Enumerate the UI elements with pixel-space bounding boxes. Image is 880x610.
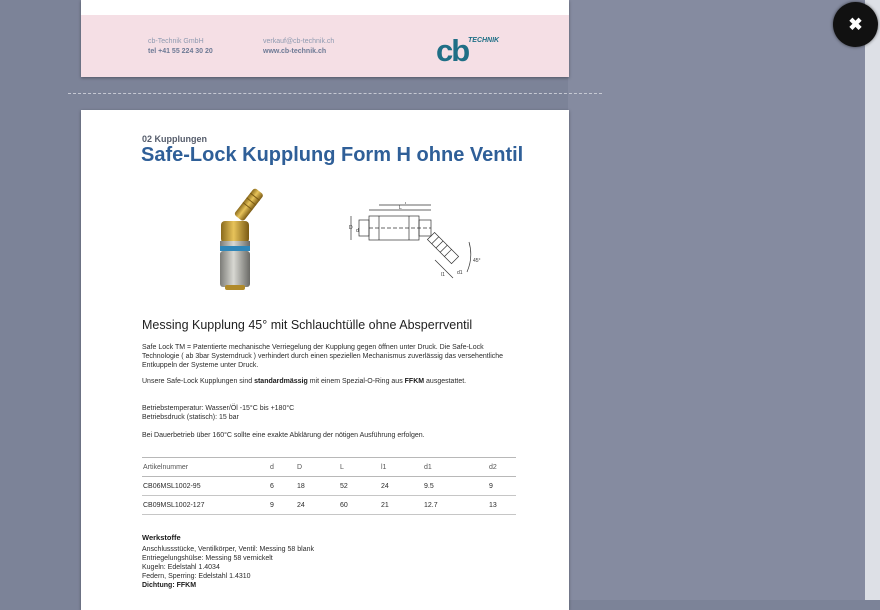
cell-L: 60	[339, 496, 380, 515]
product-subtitle: Messing Kupplung 45° mit Schlauchtülle ohne Absperrventil	[142, 318, 473, 332]
header-L: L	[339, 458, 380, 477]
o-ring-paragraph: Unsere Safe-Lock Kupplungen sind standardmässig mit einem Spezial-O-Ring aus FFKM ausgestattet.	[142, 378, 467, 385]
continuous-operation-note: Bei Dauerbetrieb über 160°C sollte eine exakte Abklärung der nötigen Ausführung erfolgen.	[142, 432, 425, 439]
cell-D: 18	[296, 477, 339, 496]
product-photo	[211, 185, 271, 295]
cell-d2: 13	[488, 496, 516, 515]
cell-artikelnummer: CB09MSL1002-127	[142, 496, 269, 515]
header-d1: d1	[423, 458, 488, 477]
materials-seal-line: Dichtung: FFKM	[142, 582, 197, 589]
page-title: Safe-Lock Kupplung Form H ohne Ventil	[141, 144, 524, 166]
viewer-background-right	[568, 0, 865, 600]
operating-conditions	[142, 404, 512, 422]
header-d2: d2	[488, 458, 516, 477]
viewer-scrollbar-track[interactable]	[865, 0, 880, 600]
close-button[interactable]	[833, 2, 878, 47]
description-paragraph: Safe Lock TM = Patentierte mechanische Verriegelung der Kupplung gegen öffnen unter Druck. Die Safe-Lock Technologie ( ab 3bar Systemdruck ) verhindert durch einen speziellen Mechanismus zuverlässig das versehentliche Entkuppeln der Systeme unter Druck.	[142, 344, 504, 369]
cell-artikelnummer: CB06MSL1002-95	[142, 477, 269, 496]
cell-d2: 9	[488, 477, 516, 496]
materials-section	[142, 533, 314, 590]
dim-label-d: d	[356, 228, 359, 234]
previous-page	[81, 0, 569, 77]
logo-wordmark: TECHNIK	[468, 37, 500, 44]
materials-line: Anschlussstücke, Ventilkörper, Ventil: Messing 58 blank	[142, 546, 314, 553]
materials-heading: Werkstoffe	[142, 533, 181, 542]
table-row	[142, 496, 516, 515]
footer-phone: tel +41 55 224 30 20	[148, 48, 213, 55]
footer-contact-block	[263, 37, 334, 57]
header-D: D	[296, 458, 339, 477]
dim-label-D: D	[349, 225, 353, 231]
cb-technik-logo	[436, 33, 508, 65]
cell-D: 24	[296, 496, 339, 515]
header-d: d	[269, 458, 296, 477]
close-icon: ✖	[848, 14, 863, 34]
header-artikelnummer: Artikelnummer	[142, 458, 269, 477]
dim-label-l1: l1	[441, 272, 445, 278]
dim-label-angle: 45°	[473, 258, 481, 264]
document-page	[81, 110, 569, 610]
dim-label-d1: d1	[457, 270, 463, 276]
section-label: 02 Kupplungen	[142, 134, 207, 144]
footer-website[interactable]: www.cb-technik.ch	[263, 48, 327, 55]
specification-table	[142, 457, 516, 515]
materials-line: Entriegelungshülse: Messing 58 vernickelt	[142, 555, 273, 562]
dim-label-L: L	[399, 205, 402, 211]
operating-pressure: Betriebsdruck (statisch): 15 bar	[142, 414, 239, 421]
cell-d: 6	[269, 477, 296, 496]
page-footer-band	[81, 15, 569, 77]
cell-d1: 12.7	[423, 496, 488, 515]
cell-d: 9	[269, 496, 296, 515]
footer-email[interactable]: verkauf@cb-technik.ch	[263, 38, 335, 45]
dim-label-l: l	[405, 202, 407, 206]
header-l1: l1	[380, 458, 423, 477]
table-header-row	[142, 458, 516, 477]
footer-company: cb-Technik GmbH	[148, 38, 204, 45]
table-row	[142, 477, 516, 496]
materials-line: Kugeln: Edelstahl 1.4034	[142, 564, 220, 571]
cell-l1: 24	[380, 477, 423, 496]
cell-d1: 9.5	[423, 477, 488, 496]
footer-company-block	[148, 37, 213, 57]
materials-line: Federn, Sperring: Edelstahl 1.4310	[142, 573, 251, 580]
cell-L: 52	[339, 477, 380, 496]
technical-drawing	[349, 202, 497, 286]
operating-temperature: Betriebstemperatur: Wasser/Öl -15°C bis +180°C	[142, 405, 295, 412]
logo-letters: cb	[436, 33, 469, 65]
cell-l1: 21	[380, 496, 423, 515]
page-break-divider	[68, 93, 602, 94]
